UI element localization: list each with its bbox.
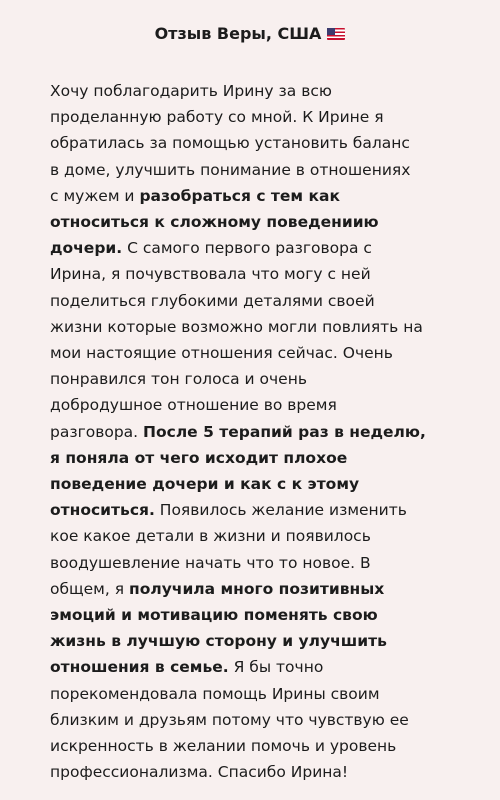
text-segment: близким и друзьям потому что чувствую ее (50, 710, 409, 729)
bold-text-segment: После 5 терапий раз в неделю, (143, 422, 426, 441)
body-line (50, 654, 456, 680)
body-line (50, 366, 456, 392)
text-segment: кое какое детали в жизни и появилось (50, 527, 371, 546)
body-line (50, 314, 456, 340)
bold-text-segment: разобраться с тем как (139, 186, 340, 205)
text-segment: добродушное отношение во время (50, 396, 337, 415)
text-segment: Я бы точно (228, 658, 324, 677)
body-line (50, 576, 456, 602)
body-line (50, 733, 456, 759)
body-line (50, 130, 456, 156)
bold-text-segment: относиться. (50, 501, 155, 520)
body-line (50, 104, 456, 130)
body-line (50, 157, 456, 183)
bold-text-segment: эмоций и мотивацию поменять свою (50, 606, 378, 625)
text-segment: Ирина, я почувствовала что могу с ней (50, 265, 371, 284)
text-segment: искренность в желании помочь и уровень (50, 737, 397, 756)
text-segment: понравился тон голоса и очень (50, 370, 307, 389)
body-line (50, 523, 456, 549)
text-segment: поделиться глубокими деталями своей (50, 291, 375, 310)
testimonial-body (50, 78, 456, 785)
body-line (50, 497, 456, 523)
body-line (50, 445, 456, 471)
bold-text-segment: жизнь в лучшую сторону и улучшить (50, 632, 387, 651)
text-segment: в доме, улучшить понимание в отношениях (50, 160, 411, 179)
body-line (50, 340, 456, 366)
bold-text-segment: получила много позитивных (128, 579, 385, 598)
body-line (50, 550, 456, 576)
text-segment: с мужем и (50, 186, 140, 205)
body-line (50, 471, 456, 497)
body-line (50, 759, 456, 785)
text-segment: обратилась за помощью установить баланс (50, 134, 410, 153)
body-line (50, 209, 456, 235)
text-segment: воодушевление начать что то новое. В (50, 553, 371, 572)
body-line (50, 681, 456, 707)
text-segment: общем, я (50, 579, 129, 598)
text-segment: мои настоящие отношения сейчас. Очень (50, 344, 393, 363)
body-line (50, 419, 456, 445)
body-line (50, 183, 456, 209)
us-flag-icon (327, 28, 345, 40)
body-line (50, 261, 456, 287)
title-text: Отзыв Веры, США (154, 24, 322, 43)
text-segment: жизни которые возможно могли повлиять на (50, 317, 423, 336)
text-segment: Хочу поблагодарить Ирину за всю (50, 82, 332, 100)
body-line (50, 392, 456, 418)
body-line (50, 628, 456, 654)
body-line (50, 78, 456, 104)
body-line (50, 288, 456, 314)
bold-text-segment: я поняла от чего исходит плохое (50, 448, 348, 467)
bold-text-segment: относиться к сложному поведениию (50, 213, 379, 232)
text-segment: порекомендовала помощь Ирины своим (50, 684, 380, 703)
text-segment: Появилось желание изменить (154, 501, 407, 520)
body-line (50, 235, 456, 261)
text-segment: проделанную работу со мной. К Ирине я (50, 108, 384, 127)
bold-text-segment: дочери. (50, 239, 123, 258)
body-line (50, 707, 456, 733)
text-segment: профессионализма. Спасибо Ирина! (50, 763, 349, 782)
bold-text-segment: поведение дочери и как с к этому (50, 475, 360, 494)
testimonial-title (0, 22, 500, 46)
body-line (50, 602, 456, 628)
bold-text-segment: отношения в семье. (50, 658, 229, 677)
text-segment: разговора. (50, 422, 144, 441)
text-segment: С самого первого разговора с (122, 239, 372, 258)
